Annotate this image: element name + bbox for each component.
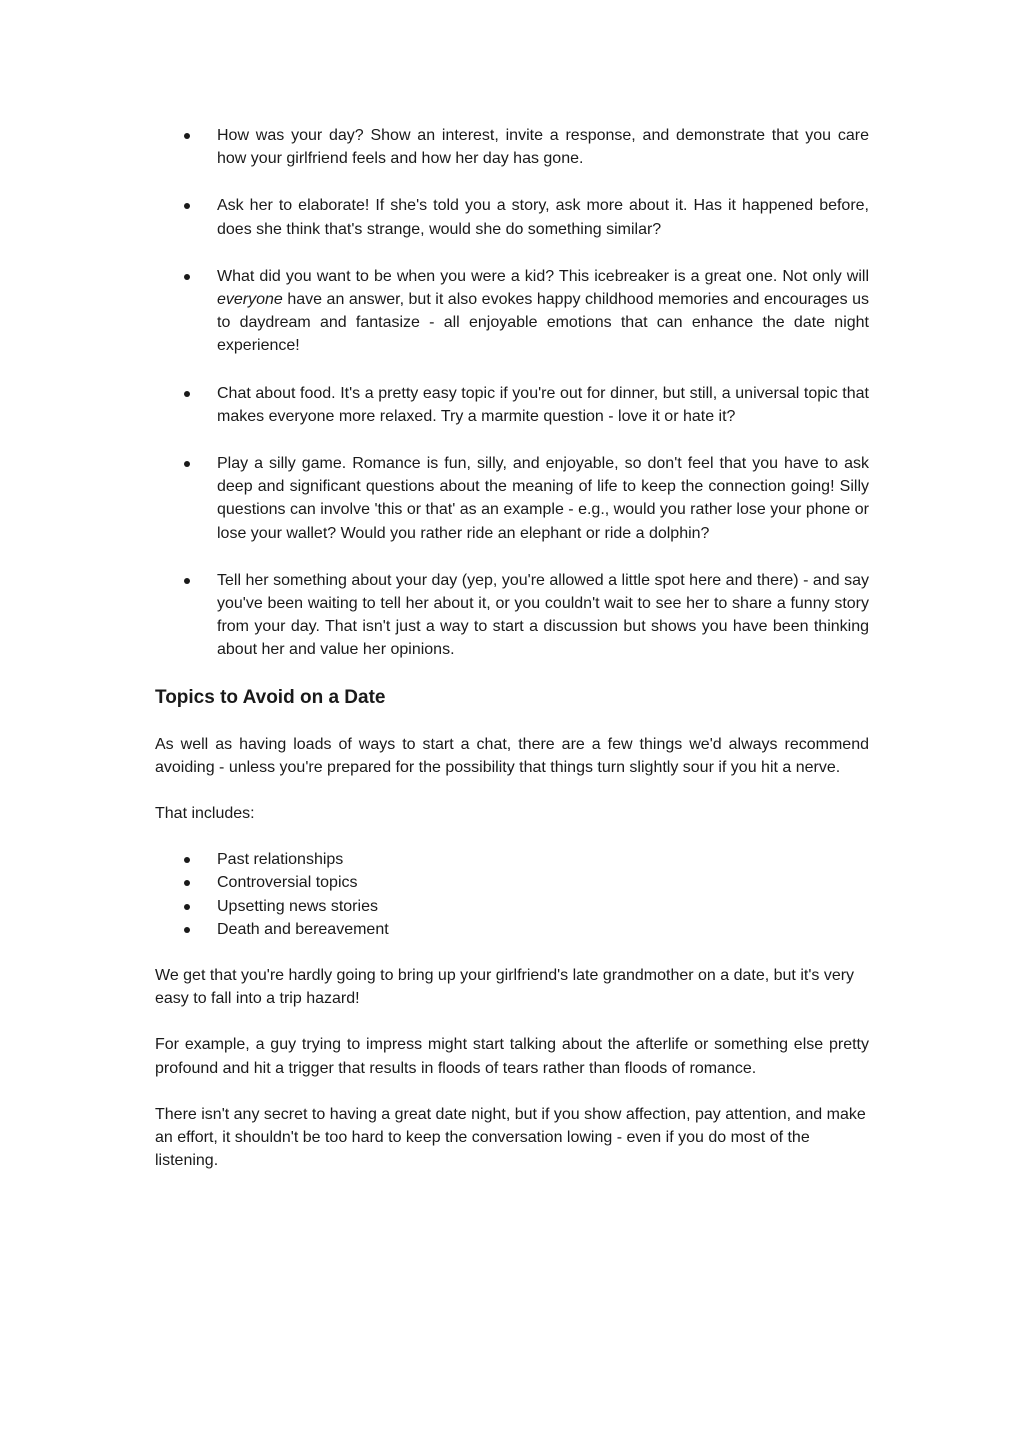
bullet-icon: [184, 274, 190, 280]
list-item: [155, 848, 869, 871]
bullet-icon: [184, 461, 190, 467]
list-item-text-start: What did you want to be when you were a kid? This icebreaker is a great one. Not only will: [217, 267, 869, 285]
closing-paragraph: There isn't any secret to having a great date night, but if you show affection, pay attention, and make an effort, it shouldn't be too hard to keep the conversation lowing - even if you do most of the listening.: [155, 1105, 866, 1170]
bullet-icon: [184, 578, 190, 584]
bullet-icon: [184, 857, 190, 863]
list-item-text: Play a silly game. Romance is fun, silly, and enjoyable, so don't feel that you have to ask deep and significant questions about the meaning of life to keep the connection going! Silly questions can involve 'this or that' as an example - e.g., would you rather lose your phone or lose your wallet? Would you rather ride an elephant or ride a dolphin?: [217, 455, 869, 542]
list-item-text-end: have an answer, but it also evokes happy childhood memories and encourages us to daydream and fantasize - all enjoyable emotions that can enhance the date night experience!: [217, 291, 869, 355]
list-item-text: Death and bereavement: [217, 920, 389, 938]
list-item-text: How was your day? Show an interest, invite a response, and demonstrate that you care how your girlfriend feels and how her day has gone.: [217, 127, 869, 168]
intro-paragraph: As well as having loads of ways to start a chat, there are a few things we'd always recommend avoiding - unless you're prepared for the possibility that things turn slightly sour if you hit a nerve.: [155, 735, 869, 776]
emphasis-text: everyone: [217, 291, 283, 309]
list-item-text: Ask her to elaborate! If she's told you a story, ask more about it. Has it happened before, does she think that's strange, would she do something similar?: [217, 197, 869, 238]
list-item: [155, 265, 869, 358]
list-item: [155, 871, 869, 894]
list-item-text: Tell her something about your day (yep, you're allowed a little spot here and there) - and say you've been waiting to tell her about it, or you couldn't wait to see her to share a funny story from your day. That isn't just a way to start a discussion but shows you have been thinking about her and value her opinions.: [217, 571, 869, 659]
section-heading: Topics to Avoid on a Date: [155, 686, 386, 708]
grandmother-paragraph: We get that you're hardly going to bring up your girlfriend's late grandmother on a date, but it's very easy to fall into a trip hazard!: [155, 967, 855, 1008]
list-item: [155, 452, 869, 545]
bullet-icon: [184, 203, 190, 209]
list-item: [155, 194, 869, 240]
list-item: [155, 382, 869, 428]
list-item-text: Upsetting news stories: [217, 897, 378, 915]
bullet-icon: [184, 133, 190, 139]
list-item-text: Chat about food. It's a pretty easy topic if you're out for dinner, but still, a universal topic that makes everyone more relaxed. Try a marmite question - love it or hate it?: [217, 384, 869, 425]
list-item-text: Controversial topics: [217, 874, 358, 892]
list-item: [155, 569, 869, 662]
example-paragraph: For example, a guy trying to impress might start talking about the afterlife or something else pretty profound and hit a trigger that results in floods of tears rather than floods of romance.: [155, 1036, 869, 1077]
bullet-icon: [184, 904, 190, 910]
document-page: [155, 124, 869, 1196]
list-item: [155, 918, 869, 941]
list-item: [155, 895, 869, 918]
topics-to-avoid-list: [155, 848, 869, 941]
bullet-icon: [184, 880, 190, 886]
conversation-tips-list: [155, 124, 869, 662]
bullet-icon: [184, 927, 190, 933]
bullet-icon: [184, 391, 190, 397]
list-item-text: Past relationships: [217, 851, 344, 869]
list-item: [155, 124, 869, 170]
includes-paragraph: That includes:: [155, 805, 255, 823]
